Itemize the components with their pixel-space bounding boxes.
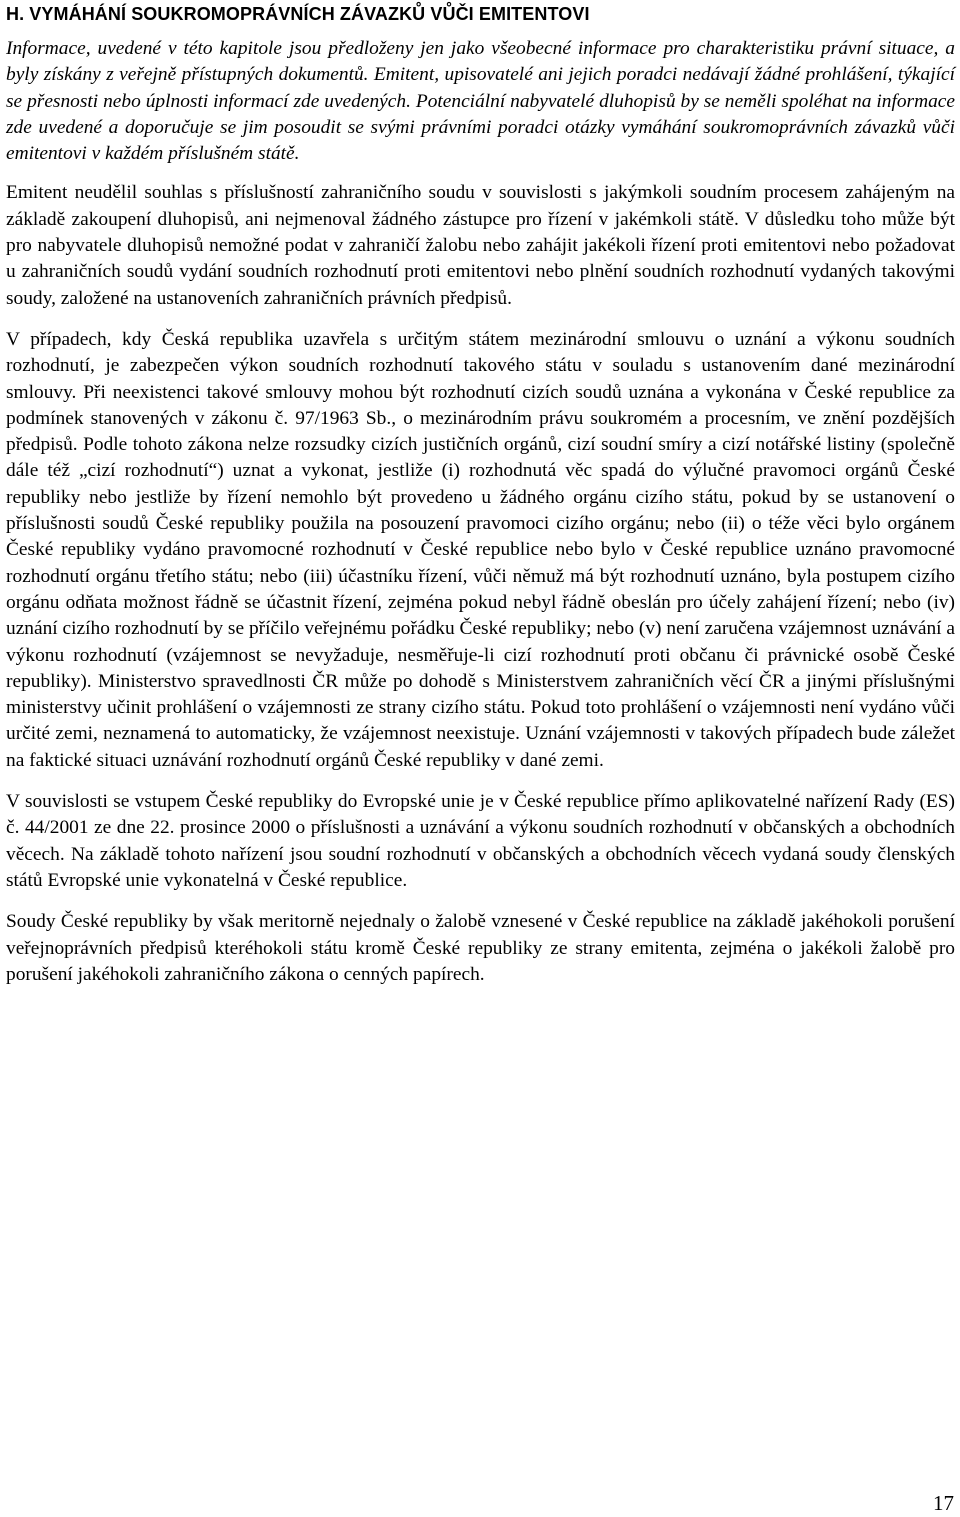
page-number: 17 [933, 1491, 954, 1515]
document-page [6, 0, 955, 1003]
paragraph-jurisdiction: Emitent neudělil souhlas s příslušností zahraničního soudu v souvislosti s jakýmkoli soudním procesem zahájeným na základě zakoupení dluhopisů, ani nejmenoval žádného zástupce pro řízení v jakémkoli státě. V důsledku toho může být pro nabyvatele dluhopisů nemožné podat v zahraničí žalobu nebo zahájit jakékoli řízení proti emitentovi nebo požadovat u zahraničních soudů vydání soudních rozhodnutí proti emitentovi nebo plnění soudních rozhodnutí vydaných takovými soudy, založené na ustanoveních zahraničních právních předpisů. [6, 182, 955, 309]
paragraph-courts: Soudy České republiky by však meritorně nejednaly o žalobě vznesené v České republice na základě jakéhokoli porušení veřejnoprávních předpisů kteréhokoli státu kromě České republiky ze strany emitenta, zejména o jakékoli žalobě pro porušení jakéhokoli zahraničního zákona o cenných papírech. [6, 911, 955, 985]
paragraph-eu-regulation: V souvislosti se vstupem České republiky do Evropské unie je v České republice přímo aplikovatelné nařízení Rady (ES) č. 44/2001 ze dne 22. prosince 2000 o příslušnosti a uznávání a výkonu soudních rozhodnutí v občanských a obchodních věcech. Na základě tohoto nařízení jsou soudní rozhodnutí v občanských a obchodních věcech vydaná soudy členských států Evropské unie vykonatelná v České republice. [6, 791, 955, 891]
paragraph-recognition: V případech, kdy Česká republika uzavřela s určitým státem mezinárodní smlouvu o uznání a výkonu soudních rozhodnutí, je zabezpečen výkon soudních rozhodnutí takového státu v souladu s ustanovením dané mezinárodní smlouvy. Při neexistenci takové smlouvy mohou být rozhodnutí cizích soudů uznána a vykonána v České republice za podmínek stanovených v zákonu č. 97/1963 Sb., o mezinárodním právu soukromém a procesním, ve znění pozdějších předpisů. Podle tohoto zákona nelze rozsudky cizích justičních orgánů, cizí soudní smíry a cizí notářské listiny (společně dále též „cizí rozhodnutí“) uznat a vykonat, jestliže (i) rozhodnutá věc spadá do výlučné pravomoci orgánů České republiky nebo jestliže by řízení nemohlo být provedeno u žádného orgánu cizího státu, pokud by se ustanovení o příslušnosti soudů České republiky použila na posouzení pravomoci cizího orgánu; nebo (ii) o téže věci bylo orgánem České republiky vydáno pravomocné rozhodnutí v České republice nebo bylo v České republice uznáno pravomocné rozhodnutí orgánu třetího státu; nebo (iii) účastníku řízení, vůči němuž má být rozhodnutí uznáno, byla postupem cizího orgánu odňata možnost řádně se účastnit řízení, zejména pokud nebyl řádně obeslán pro účely zahájení řízení; nebo (iv) uznání cizího rozhodnutí by se příčilo veřejnému pořádku České republiky; nebo (v) není zaručena vzájemnost uznávání a výkonu rozhodnutí (vzájemnost se nevyžaduje, nesměřuje-li cizí rozhodnutí proti občanu či právnické osobě České republiky). Ministerstvo spravedlnosti ČR může po dohodě s Ministerstvem zahraničních věcí ČR a jinými příslušnými ministerstvy učinit prohlášení o vzájemnosti ze strany cizího státu. Pokud toto prohlášení o vzájemnosti není vydáno vůči určité zemi, neznamená to automaticky, že vzájemnost neexistuje. Uznání vzájemnosti v takových případech bude záležet na faktické situaci uznávání rozhodnutí orgánů České republiky v dané zemi. [6, 328, 955, 771]
disclaimer-paragraph: Informace, uvedené v této kapitole jsou předloženy jen jako všeobecné informace pro charakteristiku právní situace, a byly získány z veřejně přístupných dokumentů. Emitent, upisovatelé ani jejich poradci nedávají žádné prohlášení, týkající se přesnosti nebo úplnosti informací zde uvedených. Potenciální nabyvatelé dluhopisů by se neměli spoléhat na informace zde uvedené a doporučuje se jim posoudit se svými právními poradci otázky vymáhání soukromoprávních závazků vůči emitentovi v každém příslušném státě. [6, 38, 955, 165]
section-heading: H. VYMÁHÁNÍ SOUKROMOPRÁVNÍCH ZÁVAZKŮ VŮČI EMITENTOVI [6, 4, 590, 24]
